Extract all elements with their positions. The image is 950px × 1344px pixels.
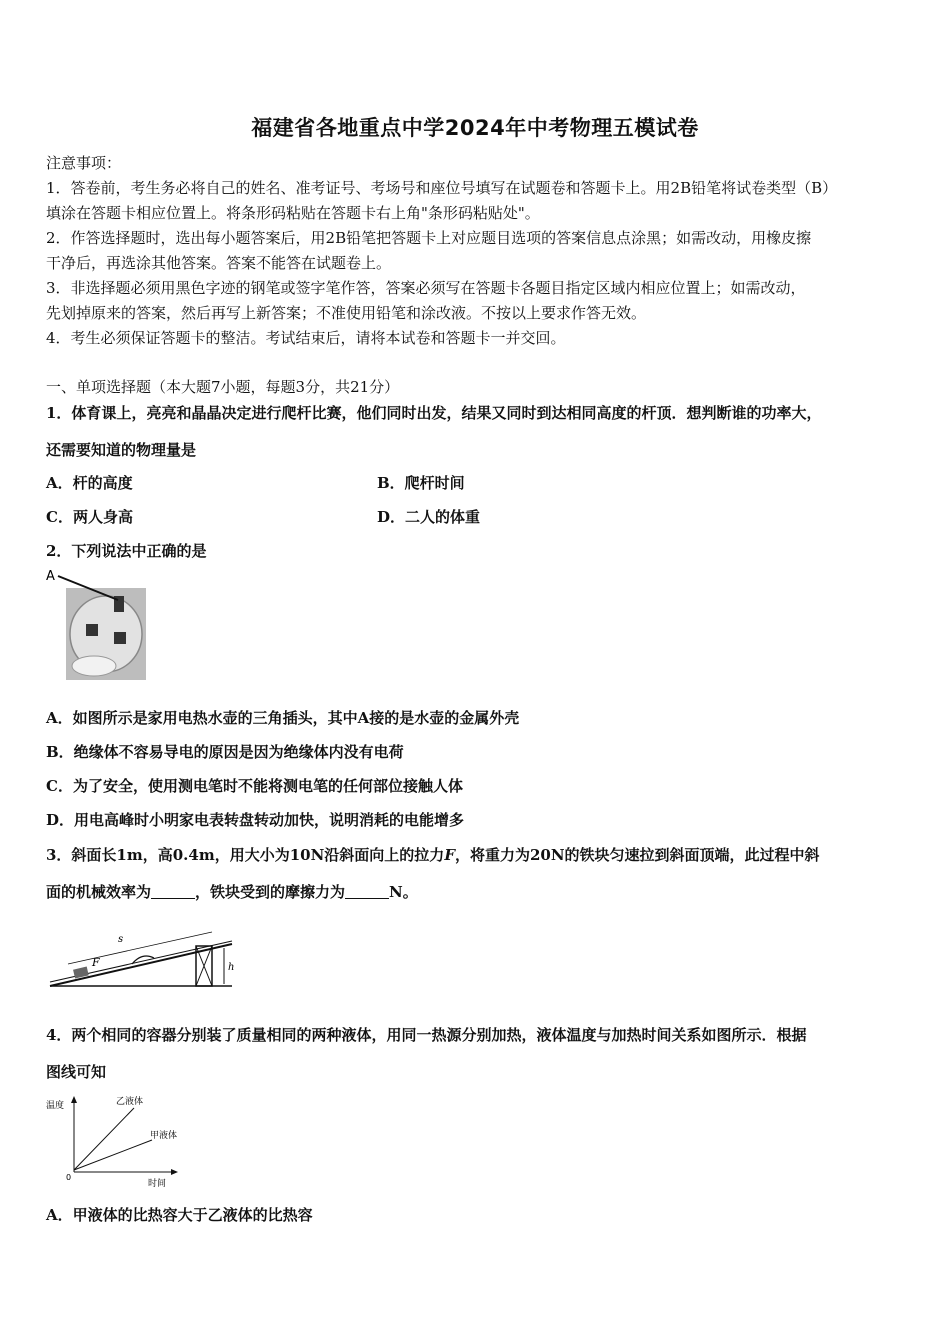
series-line-jia (74, 1140, 152, 1170)
graph-origin: 0 (66, 1173, 72, 1182)
section-heading: 一、单项选择题（本大题7小题，每题3分，共21分） (46, 378, 400, 396)
plug-cable (72, 656, 116, 676)
notice-line: 4．考生必须保证答题卡的整洁。考试结束后，请将本试卷和答题卡一并交回。 (46, 329, 566, 347)
incline-label-f: F (92, 956, 100, 969)
length-marker (68, 932, 212, 964)
q1-stem-cont: 还需要知道的物理量是 (46, 441, 197, 459)
q4-option-a: A．甲液体的比热容大于乙液体的比热容 (46, 1206, 313, 1224)
notice-line: 1．答卷前，考生务必将自己的姓名、准考证号、考场号和座位号填写在试题卷和答题卡上。用2B铅笔将试卷类型（B） (46, 179, 838, 197)
notice-heading: 注意事项： (46, 154, 122, 172)
series-label-jia: 甲液体 (150, 1131, 178, 1141)
q3-stem-part: 面的机械效率为 (46, 883, 152, 901)
q1-stem: 1．体育课上，亮亮和晶晶决定进行爬杆比赛，他们同时出发，结果又同时到达相同高度的杆顶．想判断谁的功率大， (46, 404, 822, 422)
q4-stem-cont: 图线可知 (46, 1063, 107, 1081)
q2-option-c: C．为了安全，使用测电笔时不能将测电笔的任何部位接触人体 (46, 777, 463, 795)
notice-line: 3．非选择题必须用黑色字迹的钢笔或签字笔作答，答案必须写在答题卡各题目指定区域内相应位置上；如需改动， (46, 279, 806, 297)
incline-label-s: s (118, 934, 124, 945)
series-label-yi: 乙液体 (116, 1097, 144, 1107)
incline-label-h: h (228, 962, 235, 973)
graph-y-arrow (71, 1096, 77, 1103)
q1-option-a: A．杆的高度 (46, 474, 133, 492)
q1-option-c: C．两人身高 (46, 508, 133, 526)
answer-blank[interactable] (151, 884, 195, 899)
plug-label-a: A (46, 569, 55, 584)
notice-line: 填涂在答题卡相应位置上。将条形码粘贴在答题卡右上角"条形码粘贴处"。 (46, 204, 540, 222)
q3-stem-part: ，将重力为20N的铁块匀速拉到斜面顶端，此过程中斜 (454, 846, 820, 864)
plug-pin-live (86, 624, 98, 636)
plug-pin-neutral (114, 632, 126, 644)
q3-stem (46, 844, 820, 865)
notice-line: 2．作答选择题时，选出每小题答案后，用2B铅笔把答题卡上对应题目选项的答案信息点涂黑；如需改动，用橡皮擦 (46, 229, 812, 247)
graph-x-arrow (171, 1169, 178, 1175)
q3-stem-part: ，铁块受到的摩擦力为 (195, 883, 346, 901)
q4-temperature-graph (44, 1092, 194, 1192)
q3-stem-part: 3．斜面长1m，高0.4m，用大小为10N沿斜面向上的拉力 (46, 846, 445, 864)
graph-xlabel: 时间 (148, 1179, 167, 1189)
q3-stem-part: N。 (389, 883, 418, 901)
q1-option-b: B．爬杆时间 (377, 474, 465, 492)
q2-option-b: B．绝缘体不容易导电的原因是因为绝缘体内没有电荷 (46, 743, 404, 761)
q4-stem: 4．两个相同的容器分别装了质量相同的两种液体，用同一热源分别加热，液体温度与加热时间关系如图所示．根据 (46, 1026, 807, 1044)
graph-ylabel: 温度 (46, 1101, 65, 1111)
notice-line: 先划掉原来的答案，然后再写上新答案；不准使用铅笔和涂改液。不按以上要求作答无效。 (46, 304, 647, 322)
answer-blank[interactable] (345, 884, 389, 899)
q3-incline-figure (46, 928, 242, 996)
q3-stem-cont (46, 881, 418, 902)
q1-option-d: D．二人的体重 (377, 508, 481, 526)
series-line-yi (74, 1108, 134, 1170)
q3-force-symbol: F (444, 846, 455, 864)
notice-line: 干净后，再选涂其他答案。答案不能答在试题卷上。 (46, 254, 392, 272)
q2-option-a: A．如图所示是家用电热水壶的三角插头，其中A接的是水壶的金属外壳 (46, 709, 520, 727)
q2-plug-figure (44, 566, 154, 686)
q2-option-d: D．用电高峰时小明家电表转盘转动加快，说明消耗的电能增多 (46, 811, 465, 829)
q2-stem: 2．下列说法中正确的是 (46, 542, 207, 560)
page-title: 福建省各地重点中学2024年中考物理五模试卷 (251, 116, 699, 140)
